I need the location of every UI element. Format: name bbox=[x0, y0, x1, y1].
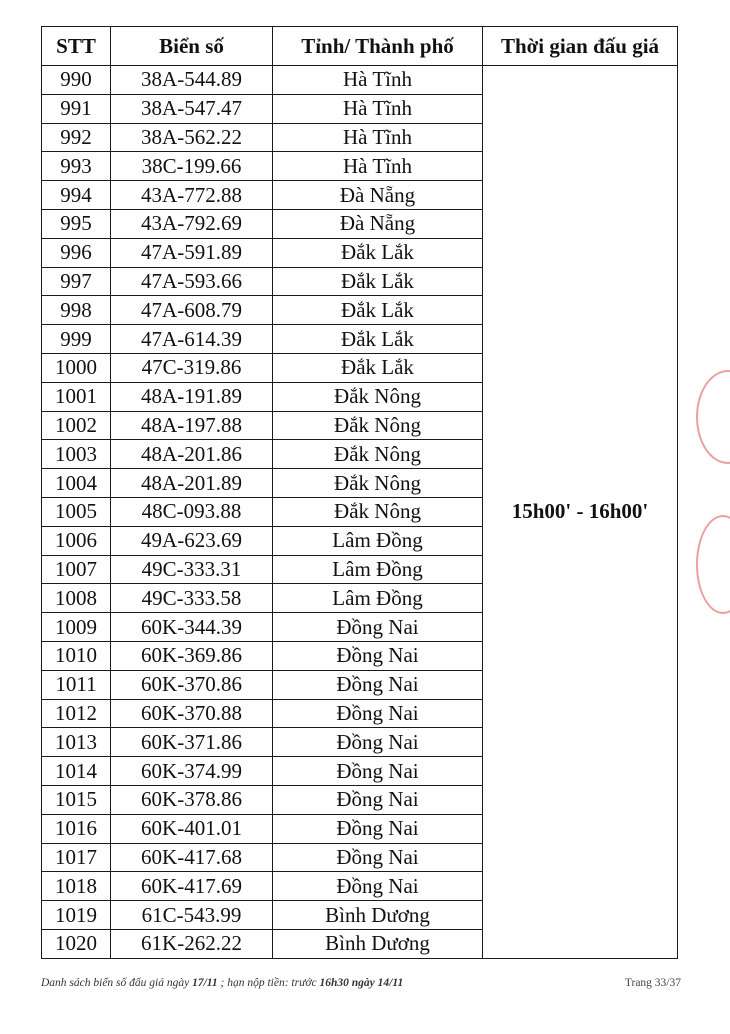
cell-stt: 998 bbox=[42, 296, 111, 325]
cell-province: Đồng Nai bbox=[273, 843, 483, 872]
cell-stt: 1011 bbox=[42, 670, 111, 699]
cell-province: Đắk Lắk bbox=[273, 353, 483, 382]
cell-stt: 1007 bbox=[42, 555, 111, 584]
cell-stt: 1005 bbox=[42, 497, 111, 526]
cell-plate: 49A-623.69 bbox=[111, 526, 273, 555]
cell-plate: 49C-333.58 bbox=[111, 584, 273, 613]
cell-stt: 1015 bbox=[42, 785, 111, 814]
cell-plate: 47A-608.79 bbox=[111, 296, 273, 325]
cell-plate: 48A-191.89 bbox=[111, 382, 273, 411]
cell-plate: 61K-262.22 bbox=[111, 929, 273, 958]
cell-stt: 1013 bbox=[42, 728, 111, 757]
cell-province: Đồng Nai bbox=[273, 641, 483, 670]
cell-plate: 60K-370.88 bbox=[111, 699, 273, 728]
cell-stt: 996 bbox=[42, 238, 111, 267]
cell-province: Đồng Nai bbox=[273, 728, 483, 757]
cell-province: Đồng Nai bbox=[273, 699, 483, 728]
cell-province: Hà Tĩnh bbox=[273, 94, 483, 123]
cell-province: Đồng Nai bbox=[273, 785, 483, 814]
cell-province: Lâm Đồng bbox=[273, 555, 483, 584]
cell-province: Đồng Nai bbox=[273, 670, 483, 699]
cell-plate: 60K-370.86 bbox=[111, 670, 273, 699]
cell-stt: 990 bbox=[42, 66, 111, 95]
header-auction-time: Thời gian đấu giá bbox=[483, 27, 678, 66]
cell-stt: 1003 bbox=[42, 440, 111, 469]
cell-stt: 1006 bbox=[42, 526, 111, 555]
cell-plate: 60K-417.68 bbox=[111, 843, 273, 872]
cell-stt: 1016 bbox=[42, 814, 111, 843]
cell-stt: 993 bbox=[42, 152, 111, 181]
cell-province: Đắk Nông bbox=[273, 469, 483, 498]
cell-stt: 1010 bbox=[42, 641, 111, 670]
cell-province: Đắk Lắk bbox=[273, 296, 483, 325]
cell-plate: 61C-543.99 bbox=[111, 901, 273, 930]
cell-plate: 48A-201.86 bbox=[111, 440, 273, 469]
cell-stt: 991 bbox=[42, 94, 111, 123]
cell-plate: 60K-417.69 bbox=[111, 872, 273, 901]
cell-stt: 1000 bbox=[42, 353, 111, 382]
cell-stt: 1008 bbox=[42, 584, 111, 613]
cell-plate: 38A-562.22 bbox=[111, 123, 273, 152]
cell-plate: 48A-201.89 bbox=[111, 469, 273, 498]
cell-plate: 47A-591.89 bbox=[111, 238, 273, 267]
cell-plate: 60K-344.39 bbox=[111, 613, 273, 642]
cell-plate: 48C-093.88 bbox=[111, 497, 273, 526]
footer-text-a: Danh sách biển số đấu giá ngày bbox=[41, 977, 190, 989]
cell-province: Đắk Nông bbox=[273, 411, 483, 440]
cell-plate: 60K-378.86 bbox=[111, 785, 273, 814]
table-row bbox=[42, 66, 678, 95]
cell-stt: 1018 bbox=[42, 872, 111, 901]
footer-deadline: 16h30 ngày 14/11 bbox=[319, 977, 404, 989]
cell-province: Bình Dương bbox=[273, 901, 483, 930]
cell-province: Đà Nẵng bbox=[273, 209, 483, 238]
cell-plate: 47C-319.86 bbox=[111, 353, 273, 382]
cell-auction-time: 15h00' - 16h00' bbox=[483, 66, 678, 959]
red-seal-stamp bbox=[696, 370, 730, 464]
page-number: Trang 33/37 bbox=[624, 977, 681, 989]
cell-plate: 48A-197.88 bbox=[111, 411, 273, 440]
red-seal-stamp bbox=[696, 515, 730, 614]
footer-date: 17/11 bbox=[192, 977, 218, 989]
cell-plate: 60K-374.99 bbox=[111, 757, 273, 786]
cell-stt: 992 bbox=[42, 123, 111, 152]
cell-province: Đồng Nai bbox=[273, 757, 483, 786]
cell-province: Đồng Nai bbox=[273, 613, 483, 642]
cell-stt: 994 bbox=[42, 181, 111, 210]
cell-province: Đắk Nông bbox=[273, 382, 483, 411]
cell-province: Đồng Nai bbox=[273, 872, 483, 901]
cell-stt: 1014 bbox=[42, 757, 111, 786]
cell-province: Đắk Lắk bbox=[273, 267, 483, 296]
cell-province: Đắk Nông bbox=[273, 497, 483, 526]
cell-province: Hà Tĩnh bbox=[273, 152, 483, 181]
cell-plate: 47A-593.66 bbox=[111, 267, 273, 296]
cell-plate: 43A-772.88 bbox=[111, 181, 273, 210]
cell-stt: 1019 bbox=[42, 901, 111, 930]
cell-stt: 1001 bbox=[42, 382, 111, 411]
cell-plate: 38A-547.47 bbox=[111, 94, 273, 123]
cell-plate: 47A-614.39 bbox=[111, 325, 273, 354]
plate-auction-table bbox=[41, 26, 678, 959]
cell-province: Lâm Đồng bbox=[273, 526, 483, 555]
cell-stt: 1002 bbox=[42, 411, 111, 440]
footer-text-b: ; hạn nộp tiền: trước bbox=[220, 977, 317, 989]
cell-stt: 1012 bbox=[42, 699, 111, 728]
cell-plate: 60K-369.86 bbox=[111, 641, 273, 670]
cell-plate: 38A-544.89 bbox=[111, 66, 273, 95]
cell-stt: 1017 bbox=[42, 843, 111, 872]
cell-province: Đắk Nông bbox=[273, 440, 483, 469]
cell-province: Đắk Lắk bbox=[273, 325, 483, 354]
cell-plate: 38C-199.66 bbox=[111, 152, 273, 181]
cell-plate: 60K-401.01 bbox=[111, 814, 273, 843]
cell-plate: 60K-371.86 bbox=[111, 728, 273, 757]
header-plate: Biển số bbox=[111, 27, 273, 66]
table-header-row bbox=[42, 27, 678, 66]
page-footer bbox=[41, 977, 681, 989]
table-body bbox=[42, 66, 678, 959]
cell-stt: 999 bbox=[42, 325, 111, 354]
cell-province: Đà Nẵng bbox=[273, 181, 483, 210]
cell-stt: 1004 bbox=[42, 469, 111, 498]
cell-plate: 49C-333.31 bbox=[111, 555, 273, 584]
header-province: Tỉnh/ Thành phố bbox=[273, 27, 483, 66]
cell-province: Hà Tĩnh bbox=[273, 123, 483, 152]
cell-province: Đắk Lắk bbox=[273, 238, 483, 267]
cell-plate: 43A-792.69 bbox=[111, 209, 273, 238]
cell-province: Lâm Đồng bbox=[273, 584, 483, 613]
header-stt: STT bbox=[42, 27, 111, 66]
cell-province: Bình Dương bbox=[273, 929, 483, 958]
cell-stt: 997 bbox=[42, 267, 111, 296]
cell-stt: 1009 bbox=[42, 613, 111, 642]
cell-province: Đồng Nai bbox=[273, 814, 483, 843]
cell-stt: 1020 bbox=[42, 929, 111, 958]
cell-province: Hà Tĩnh bbox=[273, 66, 483, 95]
cell-stt: 995 bbox=[42, 209, 111, 238]
